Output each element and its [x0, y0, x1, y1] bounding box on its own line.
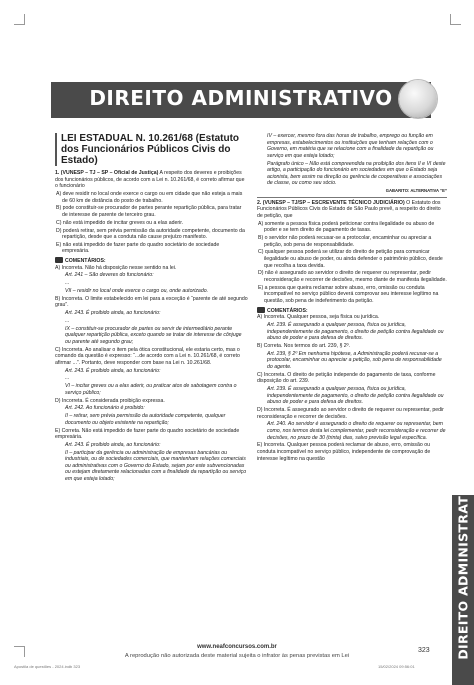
option-a: A) deve residir no local onde exerce o cargo ou em cidade que não esteja a mais de 60 km de distância do posto de trabalho. [56, 190, 243, 204]
article-quote: II – retirar, sem prévia permissão da autoridade competente, qualquer documento ou objeto existente na repartição; [65, 413, 226, 426]
article-quote: VII – residir no local onde exerce o cargo ou, onde autorizado. [65, 288, 209, 294]
right-column [257, 133, 447, 463]
chapter-title: DIREITO ADMINISTRATIVO [89, 86, 393, 110]
comment-icon [257, 307, 265, 313]
option-e: E) a pessoa que queira reclamar sobre abuso, erro, omissão ou conduta incompatível no serviço público deverá comprovar seu interesse legítimo na questão, sob pena de indeferimento da petição. [258, 284, 439, 304]
article-quote: Art. 243. É proibido ainda, ao funcionário: [65, 367, 161, 374]
comment-line: D) Incorreta. É considerada proibição expressa. [55, 397, 165, 404]
question-2-head: 2. (VUNESP – TJ/SP – ESCREVENTE TÉCNICO JUDICIÁRIO) [257, 199, 405, 206]
print-info-left: Apostila de questões - 2024.indb 323 [14, 664, 81, 669]
article-quote: Parágrafo único – Não está compreendida na proibição dos itens II e VI deste artigo, a participação do funcionário em sociedades em que o Estado seja acionista, bem assim na direção ou gerência de cooperativas e associações de classe, ou como seu sócio. [267, 160, 446, 187]
option-b: B) o servidor não poderá recusar-se a protocolar, encaminhar ou apreciar a petição, sob pena de responsabilidade. [258, 235, 432, 248]
left-column [55, 133, 248, 484]
article-quote: VI – incitar greves ou a elas aderir, ou praticar atos de sabotagem contra o serviço público; [65, 383, 237, 396]
chapter-banner [51, 82, 431, 118]
article-quote: ... [65, 317, 70, 324]
comments-heading [257, 307, 447, 315]
article-quote: IV – exercer, mesmo fora das horas de trabalho, emprego ou função em empresas, estabelecimentos ou instituições que tenham relações com o Governo, em matéria que se relacione com a finalidade da repartição ou serviço em que esteja lotado; [267, 133, 434, 159]
comment-line: B) Correta. Nos termos do art. 239, § 2º. [257, 342, 351, 349]
question-1-stem: A respeito dos deveres e proibições dos funcionários públicos, de acordo com a Lei n. 10.261/68, é correto afirmar que o funcionário [55, 170, 245, 190]
option-d: D) poderá retirar, sem prévia permissão da autoridade competente, documento da repartição, desde que a conduta não cause prejuízo manifesto. [56, 227, 245, 241]
article-quote: Art. 240. Ao servidor é assegurado o direito de requerer ou representar, bem como, nos termos desta lei complementar, pedir reconsideração e recorrer de decisões, no prazo de 30 (trinta) dias, salvo previsão legal específica. [267, 421, 446, 441]
article-quote: IX – constituir-se procurador de partes ou servir de intermediário perante qualquer repartição pública, exceto quando se tratar de interesse de cônjuge ou parente até segundo grau; [65, 325, 242, 345]
option-c: C) não está impedido de incitar greves ou a elas aderir. [56, 219, 184, 226]
question-1-head: 1. (VUNESP – TJ – SP – Oficial de Justiça) [55, 170, 159, 176]
comment-line: A) Incorreta. Não há disposição nesse sentido na lei. [55, 264, 177, 271]
comment-line: B) Incorreta. O limite estabelecido em lei para a exceção é “parente de até segundo grau”. [55, 295, 248, 309]
print-info-right: 15/02/2024 09:56:01 [378, 664, 415, 669]
question-2 [257, 200, 447, 220]
question-2-stem: O Estatuto dos Funcionários Públicos Civis do Estado de São Paulo prevê, a respeito do direito de petição, que [257, 199, 441, 219]
footer-url: www.neafconcursos.com.br [197, 644, 277, 650]
crop-mark-top-left [14, 14, 25, 25]
page-number: 323 [418, 647, 430, 654]
comment-line: D) Incorreta. É assegurado ao servidor o direito de requerer ou representar, pedir reconsideração e recorrer de decisões. [257, 407, 444, 420]
comment-icon [55, 257, 63, 263]
comments-label: COMENTÁRIOS: [267, 307, 308, 314]
footer-note: A reprodução não autorizada deste material sujeita o infrator às penas previstas em Lei [124, 653, 350, 659]
article-quote: Art. 241 – São deveres do funcionário: [65, 272, 154, 279]
article-quote: Art. 239. É assegurado a qualquer pessoa, física ou jurídica, independentemente de pagamento, o direito de petição contra ilegalidade ou abuso de poder e para defesa de direitos. [267, 321, 444, 342]
option-b: B) pode constituir-se procurador de partes perante repartição pública, para tratar de interesse de parente de terceiro grau. [56, 205, 242, 218]
answer-key: GABARITO: ALTERNATIVA “E” [385, 188, 447, 194]
publisher-logo-icon [399, 80, 437, 118]
article-quote: II – participar da gerência ou administração de empresas bancárias ou industriais, ou de sociedades comerciais, que mantenham relações comerciais ou administrativas com o Governo do Estado, sejam por este subvencionadas ou estejam diretamente relacionadas com a finalidade da repartição ou serviço em que esteja lotado; [65, 449, 247, 483]
article-quote: ... [65, 280, 70, 287]
option-d: D) não é assegurado ao servidor o direito de requerer ou representar, pedir reconsideração e recorrer de decisões, mesmo diante de manifesta ilegalidade. [258, 270, 447, 283]
article-quote: ... [65, 375, 70, 382]
divider [257, 197, 447, 198]
article-quote: Art. 243. É proibido ainda, ao funcionário: [65, 310, 161, 317]
comment-line: C) Incorreta. O direito de petição independe do pagamento de taxa, conforme disposição do art. 239. [257, 371, 436, 385]
comment-line: E) Correta. Não está impedido de fazer parte do quadro societário de sociedade empresária. [55, 427, 240, 441]
crop-mark-top-right [450, 14, 461, 25]
article-quote: Art. 243. É proibido ainda, ao funcionário: [65, 441, 161, 448]
article-quote: Art. 239, § 2º Em nenhuma hipótese, a Administração poderá recusar-se a protocolar, encaminhar ou apreciar a petição, sob pena de responsabilidade do agente. [267, 350, 442, 370]
question-1 [55, 170, 248, 190]
article-quote: Art. 242. Ao funcionário é proibido: [65, 405, 145, 412]
law-title: LEI ESTADUAL N. 10.261/68 (Estatuto dos Funcionários Públicos Civis do Estado) [55, 133, 248, 166]
side-tab-label: DIREITO ADMINISTRATIVO [455, 470, 471, 660]
option-a: A) somente a pessoa física poderá peticionar contra ilegalidade ou abuso de poder e se tem direito de pagamento de taxas. [258, 220, 435, 234]
comment-line: A) Incorreta. Qualquer pessoa, seja física ou jurídica. [257, 314, 380, 321]
option-c: C) qualquer pessoa poderá se utilizar do direito de petição para comunicar ilegalidade ou abuso de poder, ou ainda defender o patrimônio público, desde que recolha a taxa devida. [258, 249, 443, 269]
article-quote: Art. 239. É assegurado a qualquer pessoa, física ou jurídica, independentemente de pagamento, o direito de petição contra ilegalidade ou abuso de poder e para defesa de direitos. [267, 386, 444, 406]
comments-label: COMENTÁRIOS: [65, 258, 106, 265]
comment-line: E) Incorreta. Qualquer pessoa poderá reclamar de abuso, erro, omissão ou conduta incompatível no serviço público, independente de comprovação de interesse legítimo na questão [257, 442, 431, 462]
option-e: E) não está impedido de fazer parte do quadro societário de sociedade empresária. [56, 241, 220, 255]
comment-line: C) Incorreta. Ao analisar o item pela ótica constitucional, ele estaria certo, mas o comando da questão é expresso: “...de acordo com a Lei n. 10.261/68, é correto afirmar ...”. Portanto, deve responder com base na Lei n. 10.261/68. [55, 346, 240, 366]
comments-heading [55, 257, 248, 265]
